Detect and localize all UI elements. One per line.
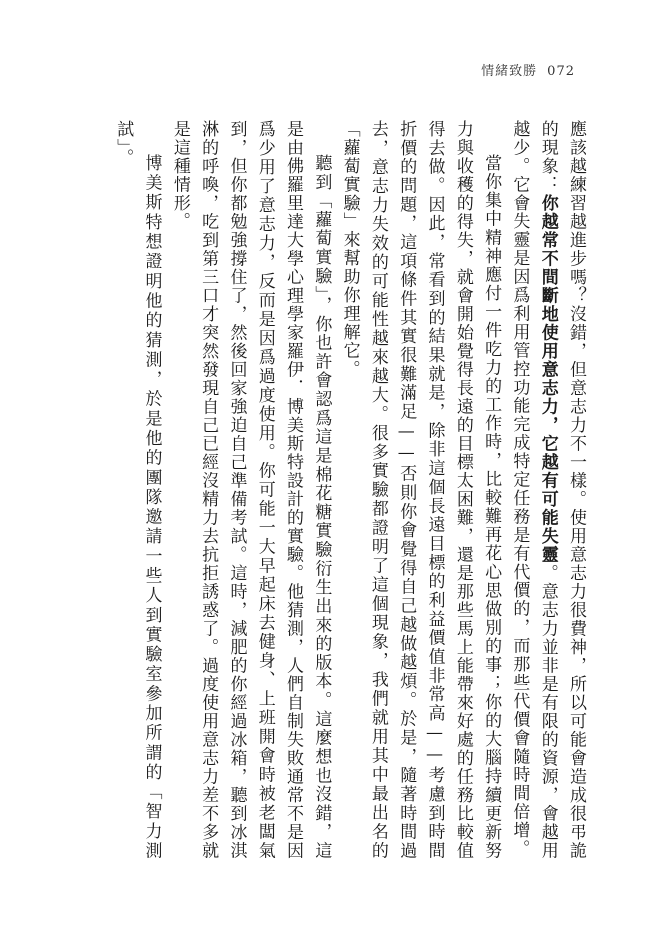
page-number: 072 [547, 64, 575, 79]
paragraph [335, 120, 505, 860]
book-title: 情緒致勝 [481, 64, 538, 79]
paragraph-text: 。意志力並非是有限的資源，會越用越少。它會失靈是因爲利用管控功能完成特定任務是有代價的，而那些代價會隨時間倍增。 [509, 120, 558, 860]
paragraph [109, 120, 166, 860]
running-header [481, 60, 575, 79]
paragraph-text: 聽到「蘿蔔實驗」，你也許會認爲這是棉花糖實驗衍生出來的版本。這麼想也沒錯，這是由佛羅里達大學心理學家羅伊．博美斯特設計的實驗。他猜測，人們自制失敗通常不是因爲少用了意志力，反而是因爲過度使用。你可能一大早起床去健身、上班開會時被老闆氣到，但你都勉強撐住了，然後回家強迫自己準備考試。這時，減肥的你經過冰箱，聽到冰淇淋的呼喚，吃到第三口才突然發現自己已經沒精力去抗拒誘惑了。過度使用意志力差不多就是這種情形。 [169, 120, 332, 860]
paragraph-text: 應該越練習越進步嗎？沒錯，但意志力不一樣。使用意志力很費神，所以可能會造成很弔詭的現象： [537, 120, 586, 860]
paragraph-text: 博美斯特想證明他的猜測，於是他的團隊邀請一些人到實驗室參加所謂的「智力測試」。 [113, 120, 162, 860]
paragraph [505, 120, 590, 860]
paragraph [166, 120, 336, 860]
paragraph-text: 當你集中精神應付一件吃力的工作時，比較難再花心思做別的事；你的大腦持續更新努力與收穫的得失，就會開始覺得長遠的目標太困難，還是那些馬上能帶來好處的任務比較值得去做。因此，常看到的結果就是，除非這個長遠目標的利益價值非常高——考慮到時間折價的問題，這項條件其實很難滿足——否則你會覺得自己越做越煩。於是，隨著時間過去，意志力失效的可能性越來越大。很多實驗都證明了這個現象，我們就用其中最出名的「蘿蔔實驗」來幫助你理解它。 [339, 120, 502, 860]
emphasis-text: 你越常不間斷地使用意志力，它越有可能失靈 [537, 194, 558, 565]
body-text [93, 120, 590, 860]
